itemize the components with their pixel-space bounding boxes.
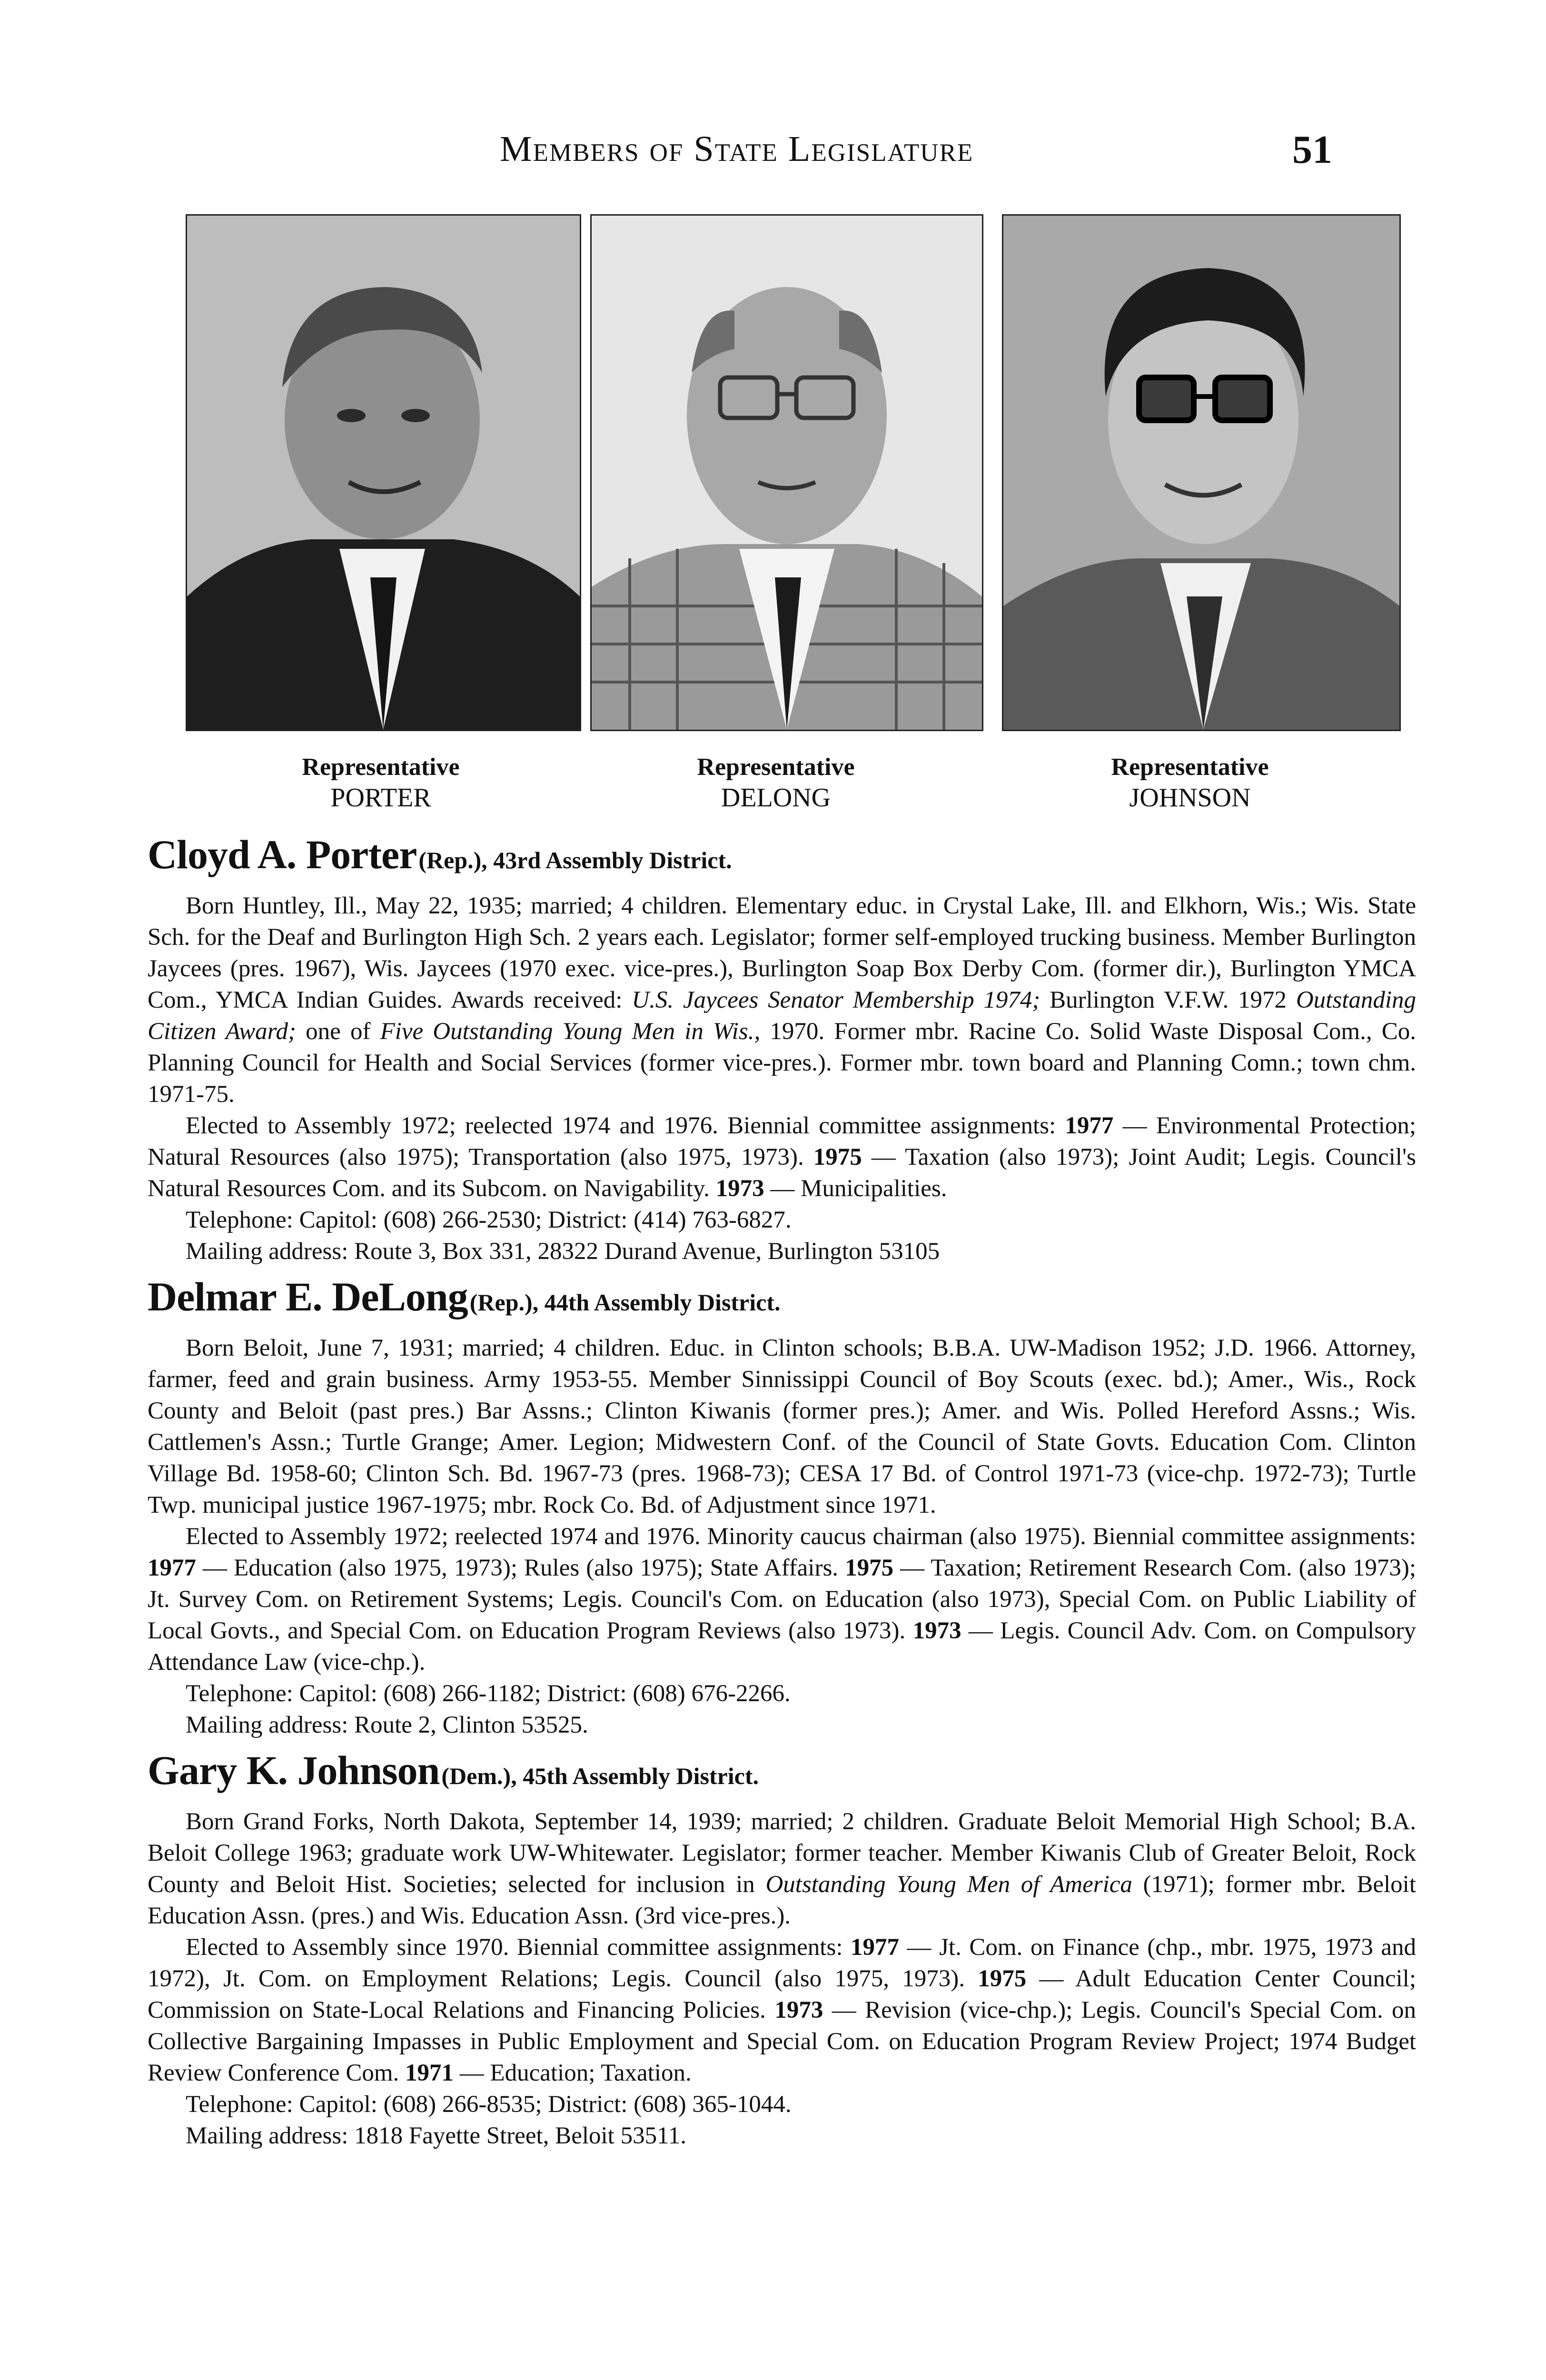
caption-name: PORTER xyxy=(330,783,431,813)
member-district: , 44th Assembly District. xyxy=(532,1289,781,1316)
caption-porter xyxy=(214,752,547,813)
portrait-johnson-image xyxy=(1003,216,1399,730)
member-heading xyxy=(148,1273,1416,1332)
caption-role: Representative xyxy=(1111,754,1269,781)
member-entry-porter xyxy=(148,831,1416,1267)
member-heading xyxy=(148,831,1416,890)
member-mailing-address: Mailing address: Route 2, Clinton 53525. xyxy=(186,1712,588,1738)
member-telephone: Telephone: Capitol: (608) 266-8535; District: (608) 365-1044. xyxy=(186,2091,792,2118)
member-name: Cloyd A. Porter xyxy=(148,832,417,877)
page-number: 51 xyxy=(1292,128,1332,172)
member-biography: Born Beloit, June 7, 1931; married; 4 children. Educ. in Clinton schools; B.B.A. UW-Madison 1952; J.D. 1966. Attorney, farmer, feed and grain business. Army 1953-55. Member Sinnissippi Council of Boy Scouts (exec. bd.); Amer., Wis., Rock County and Beloit (past pres.) Bar Assns.; Clinton Kiwanis (former pres.); Amer. and Wis. Polled Hereford Assns.; Wis. Cattlemen's Assn.; Turtle Grange; Amer. Legion; Midwestern Conf. of the Council of State Govts. Education Com. Clinton Village Bd. 1958-60; Clinton Sch. Bd. 1967-73 (pres. 1968-73); CESA 17 Bd. of Control 1971-73 (vice-chp. 1972-73); Turtle Twp. municipal justice 1967-1975; mbr. Rock Co. Bd. of Adjustment since 1971. xyxy=(148,1335,1416,1518)
member-telephone: Telephone: Capitol: (608) 266-2530; District: (414) 763-6827. xyxy=(186,1207,792,1233)
member-mailing-address: Mailing address: 1818 Fayette Street, Beloit 53511. xyxy=(186,2122,686,2149)
member-party: (Rep.) xyxy=(418,847,482,873)
member-name: Delmar E. DeLong xyxy=(148,1274,468,1319)
member-entry-delong xyxy=(148,1273,1416,1741)
member-committees: Elected to Assembly since 1970. Biennial committee assignments: 1977 — Jt. Com. on Finance (chp., mbr. 1975, 1973 and 1972), Jt. Com. on Employment Relations; Legis. Council (also 1975, 1973). 1975 — Adult Education Center Council; Commission on State-Local Relations and Financing Policies. 1973 — Revision (vice-chp.); Legis. Council's Special Com. on Collective Bargaining Impasses in Public Employment and Special Com. on Education Program Review Project; 1974 Budget Review Conference Com. 1971 — Education; Taxation. xyxy=(148,1934,1416,2086)
member-mailing-address: Mailing address: Route 3, Box 331, 28322 Durand Avenue, Burlington 53105 xyxy=(186,1238,940,1265)
portrait-delong-image xyxy=(592,216,982,730)
member-entry-johnson xyxy=(148,1746,1416,2152)
caption-delong xyxy=(609,752,942,813)
member-party: (Dem.) xyxy=(441,1763,511,1789)
caption-role: Representative xyxy=(697,754,855,781)
member-biography: Born Grand Forks, North Dakota, September 14, 1939; married; 2 children. Graduate Beloit Memorial High School; B.A. Beloit College 1963; graduate work UW-Whitewater. Legislator; former teacher. Member Kiwanis Club of Greater Beloit, Rock County and Beloit Hist. Societies; selected for inclusion in Outstanding Young Men of America (1971); former mbr. Beloit Education Assn. (pres.) and Wis. Education Assn. (3rd vice-pres.). xyxy=(148,1808,1417,1929)
portrait-porter-image xyxy=(187,216,580,730)
member-committees: Elected to Assembly 1972; reelected 1974 and 1976. Minority caucus chairman (also 1975). Biennial committee assignments: 1977 — Education (also 1975, 1973); Rules (also 1975); State Affairs. 1975 — Taxation; Retirement Research Com. (also 1973); Jt. Survey Com. on Retirement Systems; Legis. Council's Com. on Education (also 1973), Special Com. on Public Liability of Local Govts., and Special Com. on Education Program Reviews (also 1973). 1973 — Legis. Council Adv. Com. on Compulsory Attendance Law (vice-chp.). xyxy=(148,1523,1417,1676)
member-district: , 45th Assembly District. xyxy=(511,1763,759,1789)
portrait-johnson xyxy=(1002,214,1401,731)
portrait-delong xyxy=(590,214,983,731)
caption-role: Representative xyxy=(302,754,460,781)
member-biography: Born Huntley, Ill., May 22, 1935; married; 4 children. Elementary educ. in Crystal Lake, Ill. and Elkhorn, Wis.; Wis. State Sch. for the Deaf and Burlington High Sch. 2 years each. Legislator; former self-employed trucking business. Member Burlington Jaycees (pres. 1967), Wis. Jaycees (1970 exec. vice-pres.), Burlington Soap Box Derby Com. (former dir.), Burlington YMCA Com., YMCA Indian Guides. Awards received: U.S. Jaycees Senator Membership 1974; Burlington V.F.W. 1972 Outstanding Citizen Award; one of Five Outstanding Young Men in Wis., 1970. Former mbr. Racine Co. Solid Waste Disposal Com., Co. Planning Council for Health and Social Services (former vice-pres.). Former mbr. town board and Planning Comn.; town chm. 1971-75. xyxy=(148,892,1417,1108)
running-title: Members of State Legislature xyxy=(500,129,974,169)
member-committees: Elected to Assembly 1972; reelected 1974 and 1976. Biennial committee assignments: 1977 — Environmental Protection; Natural Resources (also 1975); Transportation (also 1975, 1973). 1975 — Taxation (also 1973); Joint Audit; Legis. Council's Natural Resources Com. and its Subcom. on Navigability. 1973 — Municipalities. xyxy=(148,1112,1416,1202)
portrait-row xyxy=(0,214,1546,738)
member-district: , 43rd Assembly District. xyxy=(481,847,732,873)
caption-johnson xyxy=(1023,752,1357,813)
page-header xyxy=(0,129,1546,181)
caption-name: JOHNSON xyxy=(1129,783,1251,813)
member-heading xyxy=(148,1746,1416,1806)
caption-name: DELONG xyxy=(721,783,831,813)
member-party: (Rep.) xyxy=(469,1289,533,1316)
member-entries xyxy=(148,831,1416,2157)
portrait-porter xyxy=(186,214,581,731)
member-name: Gary K. Johnson xyxy=(148,1747,440,1793)
member-telephone: Telephone: Capitol: (608) 266-1182; District: (608) 676-2266. xyxy=(186,1680,791,1707)
